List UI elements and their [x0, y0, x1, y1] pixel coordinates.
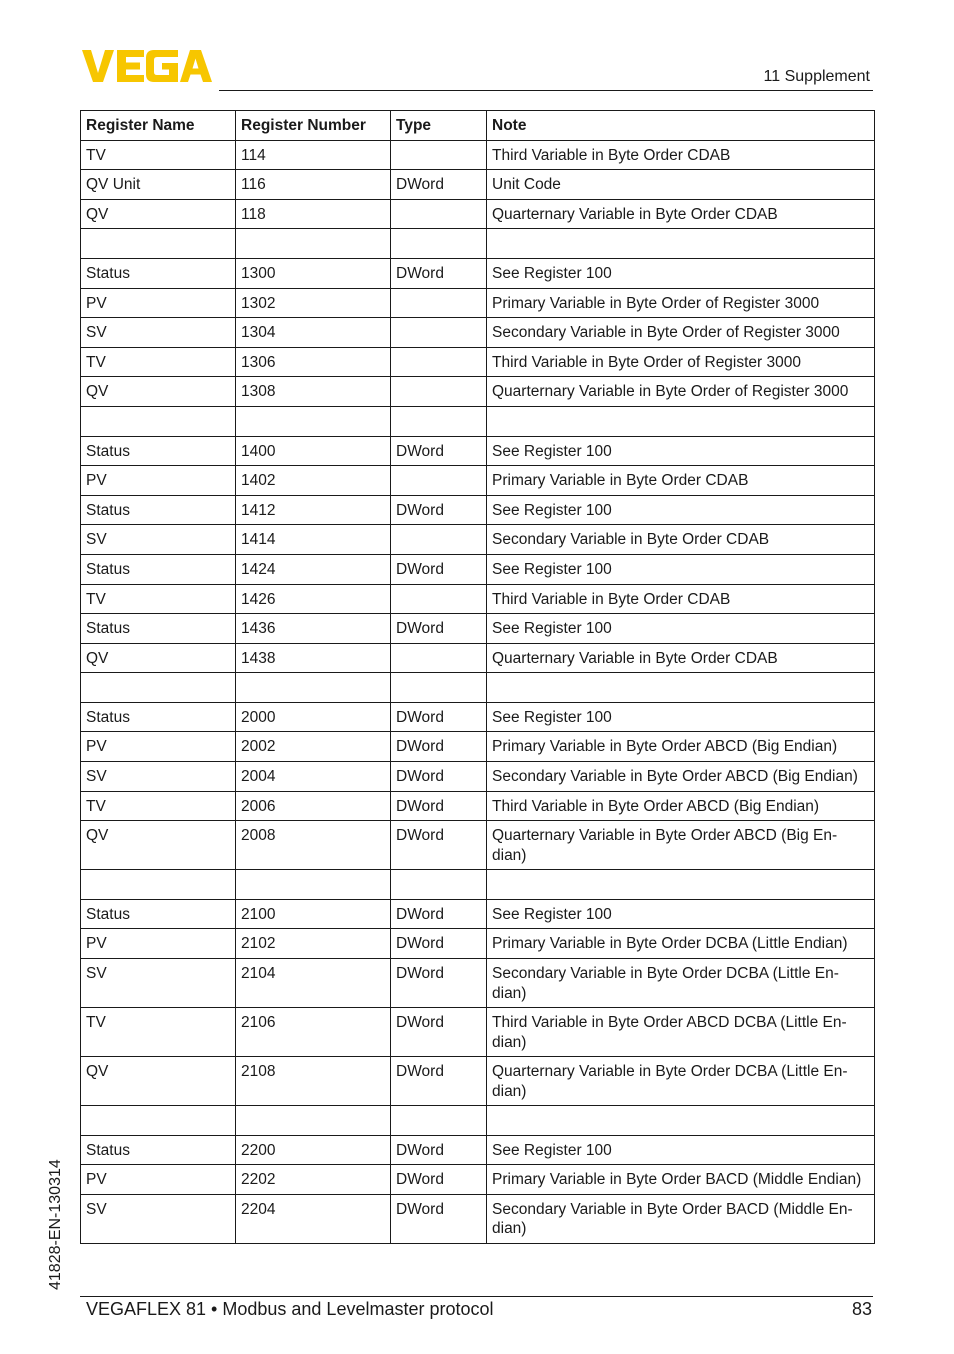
table-row: [81, 762, 875, 792]
cell-type: [391, 140, 487, 170]
cell-note: [487, 673, 875, 703]
table-row: [81, 1057, 875, 1106]
cell-register-name: TV: [81, 791, 236, 821]
footer-rule: [80, 1296, 873, 1297]
cell-type: [391, 288, 487, 318]
table-row: [81, 1135, 875, 1165]
cell-register-number: [236, 870, 391, 900]
table-row: [81, 929, 875, 959]
table-row: [81, 347, 875, 377]
cell-register-number: 2000: [236, 702, 391, 732]
cell-note: See Register 100: [487, 1135, 875, 1165]
cell-note: Secondary Variable in Byte Order ABCD (Big Endian): [487, 762, 875, 792]
table-row: [81, 1165, 875, 1195]
cell-register-name: [81, 1106, 236, 1136]
cell-register-name: QV: [81, 377, 236, 407]
cell-note: Primary Variable in Byte Order CDAB: [487, 466, 875, 496]
cell-note: Third Variable in Byte Order CDAB: [487, 584, 875, 614]
cell-note: Unit Code: [487, 170, 875, 200]
cell-type: DWord: [391, 702, 487, 732]
table-row: [81, 436, 875, 466]
cell-register-name: TV: [81, 140, 236, 170]
cell-type: DWord: [391, 1008, 487, 1057]
cell-register-name: PV: [81, 288, 236, 318]
cell-register-number: 1436: [236, 614, 391, 644]
cell-register-number: [236, 229, 391, 259]
cell-register-name: Status: [81, 1135, 236, 1165]
cell-register-number: 1300: [236, 258, 391, 288]
table-row: [81, 554, 875, 584]
table-row: [81, 466, 875, 496]
cell-note: Third Variable in Byte Order CDAB: [487, 140, 875, 170]
cell-register-number: 1438: [236, 643, 391, 673]
cell-register-number: [236, 673, 391, 703]
cell-type: DWord: [391, 1165, 487, 1195]
table-row: [81, 258, 875, 288]
cell-type: [391, 377, 487, 407]
cell-register-name: PV: [81, 466, 236, 496]
vega-logo: [82, 50, 212, 84]
cell-register-name: SV: [81, 1194, 236, 1243]
cell-type: [391, 870, 487, 900]
cell-type: DWord: [391, 1135, 487, 1165]
vega-logo-mark: [82, 50, 212, 84]
header-rule: [219, 90, 873, 91]
cell-register-name: Status: [81, 495, 236, 525]
table-row: [81, 1008, 875, 1057]
cell-register-name: Status: [81, 702, 236, 732]
cell-register-name: PV: [81, 732, 236, 762]
cell-note: See Register 100: [487, 899, 875, 929]
table-row: [81, 140, 875, 170]
section-title: 11 Supplement: [763, 68, 870, 85]
cell-note: Third Variable in Byte Order ABCD (Big Endian): [487, 791, 875, 821]
table-row: [81, 870, 875, 900]
cell-type: DWord: [391, 436, 487, 466]
cell-register-name: Status: [81, 436, 236, 466]
cell-register-name: QV: [81, 643, 236, 673]
cell-register-name: TV: [81, 584, 236, 614]
cell-type: DWord: [391, 495, 487, 525]
cell-register-number: 2102: [236, 929, 391, 959]
table-row: [81, 229, 875, 259]
cell-register-name: QV: [81, 821, 236, 870]
cell-type: DWord: [391, 821, 487, 870]
cell-register-number: 2202: [236, 1165, 391, 1195]
cell-type: [391, 525, 487, 555]
cell-note: Quarternary Variable in Byte Order DCBA (Little En- dian): [487, 1057, 875, 1106]
cell-register-number: 1414: [236, 525, 391, 555]
table-row: [81, 732, 875, 762]
cell-type: DWord: [391, 170, 487, 200]
cell-register-number: 2204: [236, 1194, 391, 1243]
cell-register-number: 2008: [236, 821, 391, 870]
cell-note: [487, 1106, 875, 1136]
cell-note: Third Variable in Byte Order ABCD DCBA (Little En- dian): [487, 1008, 875, 1057]
table-row: [81, 1194, 875, 1243]
cell-register-number: 2006: [236, 791, 391, 821]
cell-register-name: Status: [81, 614, 236, 644]
cell-type: [391, 199, 487, 229]
column-header-register-number: Register Number: [236, 111, 391, 141]
register-table: [80, 110, 875, 1244]
cell-register-number: 2002: [236, 732, 391, 762]
cell-register-number: 1304: [236, 318, 391, 348]
cell-type: DWord: [391, 791, 487, 821]
cell-note: Secondary Variable in Byte Order BACD (Middle En- dian): [487, 1194, 875, 1243]
cell-register-name: [81, 870, 236, 900]
document-code: 41828-EN-130314: [47, 1159, 64, 1290]
cell-register-number: 2200: [236, 1135, 391, 1165]
cell-register-number: 1400: [236, 436, 391, 466]
cell-type: DWord: [391, 929, 487, 959]
table-row: [81, 584, 875, 614]
table-row: [81, 643, 875, 673]
cell-note: [487, 229, 875, 259]
cell-type: [391, 318, 487, 348]
cell-register-name: QV Unit: [81, 170, 236, 200]
table-row: [81, 899, 875, 929]
cell-register-number: 1426: [236, 584, 391, 614]
cell-note: [487, 870, 875, 900]
cell-register-number: [236, 1106, 391, 1136]
cell-register-number: 1424: [236, 554, 391, 584]
cell-register-number: 1308: [236, 377, 391, 407]
cell-note: Quarternary Variable in Byte Order ABCD (Big En- dian): [487, 821, 875, 870]
cell-register-number: [236, 406, 391, 436]
cell-type: DWord: [391, 1194, 487, 1243]
cell-type: DWord: [391, 1057, 487, 1106]
cell-register-number: 2108: [236, 1057, 391, 1106]
cell-register-number: 2104: [236, 959, 391, 1008]
cell-type: DWord: [391, 959, 487, 1008]
cell-note: Secondary Variable in Byte Order CDAB: [487, 525, 875, 555]
table-row: [81, 1106, 875, 1136]
cell-type: DWord: [391, 762, 487, 792]
cell-type: [391, 673, 487, 703]
table-row: [81, 525, 875, 555]
cell-type: DWord: [391, 554, 487, 584]
cell-type: [391, 347, 487, 377]
cell-type: DWord: [391, 614, 487, 644]
table-row: [81, 614, 875, 644]
cell-register-name: Status: [81, 554, 236, 584]
cell-register-name: SV: [81, 318, 236, 348]
cell-note: See Register 100: [487, 702, 875, 732]
table-row: [81, 959, 875, 1008]
cell-register-name: QV: [81, 1057, 236, 1106]
cell-type: DWord: [391, 258, 487, 288]
cell-register-name: SV: [81, 762, 236, 792]
cell-register-name: [81, 673, 236, 703]
cell-register-name: PV: [81, 929, 236, 959]
cell-register-name: Status: [81, 258, 236, 288]
table-row: [81, 495, 875, 525]
cell-register-name: TV: [81, 1008, 236, 1057]
cell-register-name: [81, 229, 236, 259]
cell-register-number: 1402: [236, 466, 391, 496]
column-header-type: Type: [391, 111, 487, 141]
table-row: [81, 170, 875, 200]
cell-register-number: 2004: [236, 762, 391, 792]
cell-register-name: Status: [81, 899, 236, 929]
cell-note: Primary Variable in Byte Order ABCD (Big Endian): [487, 732, 875, 762]
page-number: 83: [851, 1299, 872, 1319]
cell-note: See Register 100: [487, 614, 875, 644]
cell-register-name: TV: [81, 347, 236, 377]
cell-register-number: 118: [236, 199, 391, 229]
cell-note: [487, 406, 875, 436]
cell-type: [391, 466, 487, 496]
column-header-register-name: Register Name: [81, 111, 236, 141]
cell-note: Quarternary Variable in Byte Order of Register 3000: [487, 377, 875, 407]
cell-register-number: 1306: [236, 347, 391, 377]
table-header-row: [81, 111, 875, 141]
cell-register-number: 116: [236, 170, 391, 200]
cell-register-number: 1412: [236, 495, 391, 525]
cell-type: DWord: [391, 899, 487, 929]
table-body: [81, 140, 875, 1243]
table-row: [81, 377, 875, 407]
table-row: [81, 673, 875, 703]
cell-note: Primary Variable in Byte Order of Register 3000: [487, 288, 875, 318]
cell-register-name: PV: [81, 1165, 236, 1195]
cell-register-name: [81, 406, 236, 436]
cell-note: Quarternary Variable in Byte Order CDAB: [487, 643, 875, 673]
table-row: [81, 791, 875, 821]
cell-register-number: 114: [236, 140, 391, 170]
table-row: [81, 702, 875, 732]
cell-register-number: 1302: [236, 288, 391, 318]
table-row: [81, 199, 875, 229]
cell-type: [391, 406, 487, 436]
footer-title: VEGAFLEX 81 • Modbus and Levelmaster protocol: [86, 1299, 494, 1319]
cell-type: [391, 643, 487, 673]
table-row: [81, 821, 875, 870]
table-row: [81, 406, 875, 436]
cell-register-name: SV: [81, 959, 236, 1008]
column-header-note: Note: [487, 111, 875, 141]
cell-note: Primary Variable in Byte Order DCBA (Little Endian): [487, 929, 875, 959]
cell-type: [391, 229, 487, 259]
cell-type: [391, 1106, 487, 1136]
cell-register-number: 2106: [236, 1008, 391, 1057]
cell-note: See Register 100: [487, 495, 875, 525]
table-row: [81, 318, 875, 348]
cell-register-name: QV: [81, 199, 236, 229]
cell-note: Primary Variable in Byte Order BACD (Middle Endian): [487, 1165, 875, 1195]
cell-register-number: 2100: [236, 899, 391, 929]
cell-type: DWord: [391, 732, 487, 762]
cell-note: Secondary Variable in Byte Order DCBA (Little En- dian): [487, 959, 875, 1008]
cell-note: See Register 100: [487, 258, 875, 288]
cell-note: Secondary Variable in Byte Order of Register 3000: [487, 318, 875, 348]
cell-note: Quarternary Variable in Byte Order CDAB: [487, 199, 875, 229]
cell-type: [391, 584, 487, 614]
cell-note: See Register 100: [487, 436, 875, 466]
table-row: [81, 288, 875, 318]
cell-note: Third Variable in Byte Order of Register 3000: [487, 347, 875, 377]
cell-note: See Register 100: [487, 554, 875, 584]
cell-register-name: SV: [81, 525, 236, 555]
